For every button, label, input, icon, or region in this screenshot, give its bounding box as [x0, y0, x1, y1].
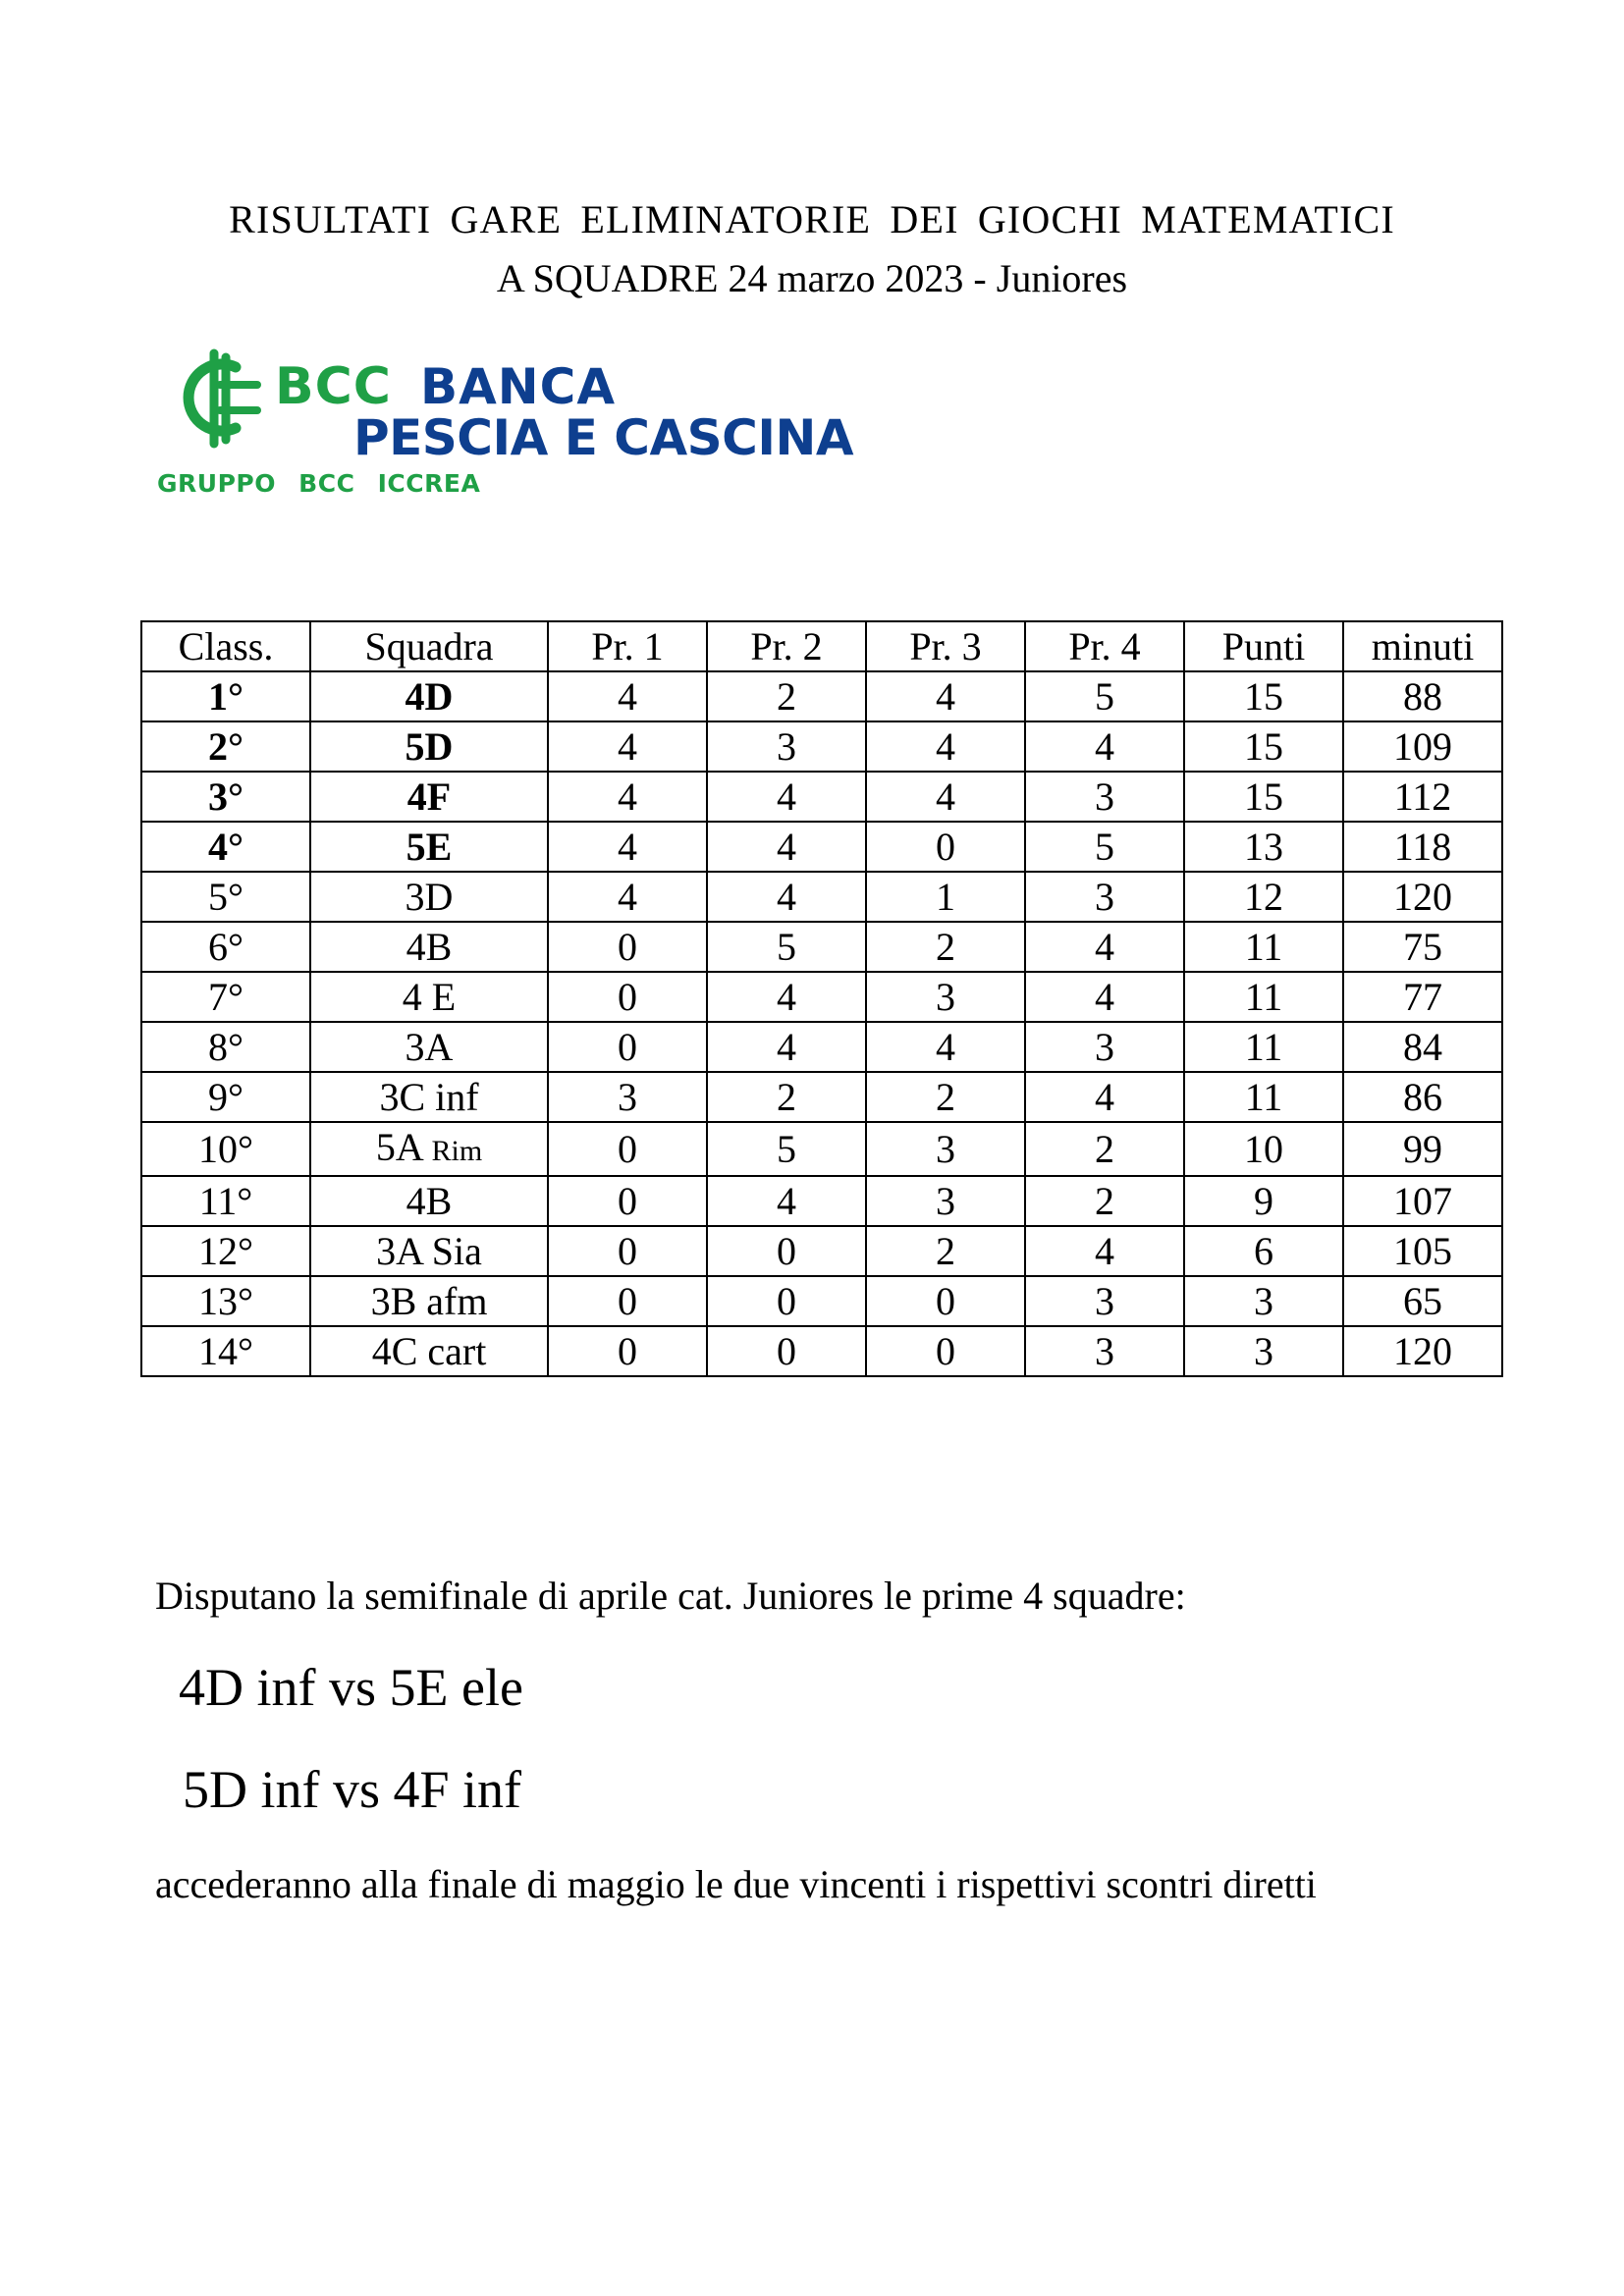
col-header-pr1: Pr. 1 [548, 621, 707, 671]
cell-pr3-text: 3 [936, 1127, 955, 1171]
cell-class-text: 10° [198, 1127, 253, 1171]
cell-team [310, 1176, 548, 1226]
title-line-2: A SQUADRE 24 marzo 2023 - Juniores [496, 256, 1128, 300]
cell-minuti-text: 75 [1403, 925, 1442, 969]
cell-pr3-text: 2 [936, 1075, 955, 1119]
cell-pr3 [866, 872, 1025, 922]
bcc-mark-icon [175, 346, 273, 454]
cell-pr3 [866, 1226, 1025, 1276]
cell-pr1-text: 4 [618, 724, 637, 769]
cell-pr4 [1025, 1326, 1184, 1376]
cell-class [141, 872, 310, 922]
col-header-pr2: Pr. 2 [707, 621, 866, 671]
cell-minuti [1343, 721, 1502, 772]
cell-minuti-text: 105 [1393, 1229, 1452, 1273]
col-header-pr3: Pr. 3 [866, 621, 1025, 671]
cell-pr3-text: 0 [936, 1279, 955, 1323]
cell-pr3-text: 1 [936, 875, 955, 919]
cell-pr1 [548, 972, 707, 1022]
cell-team [310, 1022, 548, 1072]
cell-punti [1184, 1122, 1343, 1176]
cell-pr1-text: 0 [618, 1127, 637, 1171]
cell-minuti-text: 65 [1403, 1279, 1442, 1323]
cell-pr3-text: 4 [936, 774, 955, 819]
cell-pr4 [1025, 872, 1184, 922]
cell-pr2-text: 2 [777, 1075, 796, 1119]
cell-pr3-text: 0 [936, 1329, 955, 1373]
table-row [141, 1072, 1502, 1122]
cell-pr3 [866, 721, 1025, 772]
cell-pr4 [1025, 1276, 1184, 1326]
cell-team-text: 3D [405, 875, 454, 919]
cell-pr1 [548, 1122, 707, 1176]
cell-pr2 [707, 1276, 866, 1326]
cell-pr1-text: 0 [618, 1279, 637, 1323]
table-row [141, 772, 1502, 822]
cell-team [310, 772, 548, 822]
cell-team [310, 721, 548, 772]
cell-class [141, 1022, 310, 1072]
cell-minuti-text: 99 [1403, 1127, 1442, 1171]
cell-minuti-text: 109 [1393, 724, 1452, 769]
cell-pr1 [548, 772, 707, 822]
cell-pr1 [548, 721, 707, 772]
cell-pr3 [866, 822, 1025, 872]
cell-pr2-text: 4 [777, 975, 796, 1019]
cell-pr2 [707, 1226, 866, 1276]
cell-team-text: 5A [375, 1125, 422, 1169]
cell-pr4-text: 3 [1095, 1329, 1114, 1373]
cell-pr2-text: 4 [777, 774, 796, 819]
cell-punti-text: 15 [1244, 774, 1283, 819]
table-row [141, 1276, 1502, 1326]
cell-minuti-text: 107 [1393, 1179, 1452, 1223]
logo-name-line-1: BANCA [420, 358, 617, 415]
cell-punti [1184, 1226, 1343, 1276]
cell-team [310, 1326, 548, 1376]
cell-minuti [1343, 1072, 1502, 1122]
cell-pr4-text: 2 [1095, 1179, 1114, 1223]
cell-minuti [1343, 972, 1502, 1022]
table-row [141, 972, 1502, 1022]
cell-pr4 [1025, 772, 1184, 822]
cell-pr2-text: 0 [777, 1279, 796, 1323]
cell-pr1-text: 0 [618, 975, 637, 1019]
cell-punti-text: 11 [1244, 1025, 1283, 1069]
cell-pr2 [707, 872, 866, 922]
cell-team [310, 671, 548, 721]
table-row [141, 822, 1502, 872]
cell-pr3-text: 0 [936, 825, 955, 869]
results-table-body [141, 671, 1502, 1376]
cell-pr2 [707, 1122, 866, 1176]
cell-pr4-text: 5 [1095, 674, 1114, 719]
cell-pr3 [866, 972, 1025, 1022]
cell-class-text: 9° [208, 1075, 244, 1119]
cell-pr4 [1025, 1022, 1184, 1072]
cell-pr4 [1025, 671, 1184, 721]
logo-name-line-2: PESCIA E CASCINA [353, 409, 854, 466]
semifinal-match-2: 5D inf vs 4F inf [183, 1760, 522, 1819]
cell-minuti [1343, 1022, 1502, 1072]
cell-pr2 [707, 1176, 866, 1226]
cell-pr2-text: 4 [777, 1025, 796, 1069]
cell-class [141, 1326, 310, 1376]
cell-class-text: 13° [198, 1279, 253, 1323]
cell-pr2-text: 4 [777, 825, 796, 869]
cell-pr4 [1025, 1122, 1184, 1176]
cell-pr4-text: 4 [1095, 724, 1114, 769]
cell-punti [1184, 1326, 1343, 1376]
cell-pr2-text: 3 [777, 724, 796, 769]
table-row [141, 721, 1502, 772]
cell-class-text: 8° [208, 1025, 244, 1069]
cell-pr1-text: 4 [618, 825, 637, 869]
cell-punti-text: 3 [1254, 1279, 1273, 1323]
table-row [141, 872, 1502, 922]
cell-punti [1184, 1022, 1343, 1072]
cell-pr1 [548, 822, 707, 872]
cell-class [141, 972, 310, 1022]
cell-class-text: 2° [208, 724, 244, 769]
cell-pr1 [548, 1072, 707, 1122]
cell-class [141, 721, 310, 772]
cell-punti-text: 9 [1254, 1179, 1273, 1223]
cell-minuti [1343, 1326, 1502, 1376]
cell-minuti-text: 120 [1393, 1329, 1452, 1373]
cell-pr4-text: 4 [1095, 1075, 1114, 1119]
cell-pr4-text: 4 [1095, 975, 1114, 1019]
cell-team-text: 3A [405, 1025, 454, 1069]
cell-punti-text: 12 [1244, 875, 1283, 919]
col-header-punti: Punti [1184, 621, 1343, 671]
title-line-1: RISULTATI GARE ELIMINATORIE DEI GIOCHI MATEMATICI [229, 197, 1395, 241]
cell-pr2 [707, 922, 866, 972]
cell-minuti [1343, 1226, 1502, 1276]
cell-pr1 [548, 1276, 707, 1326]
cell-pr4-text: 2 [1095, 1127, 1114, 1171]
cell-pr2-text: 2 [777, 674, 796, 719]
cell-minuti [1343, 922, 1502, 972]
cell-punti-text: 10 [1244, 1127, 1283, 1171]
cell-class [141, 1176, 310, 1226]
cell-team-text: 4F [406, 774, 452, 819]
cell-team [310, 1072, 548, 1122]
cell-minuti [1343, 1122, 1502, 1176]
cell-punti [1184, 1276, 1343, 1326]
cell-minuti [1343, 1176, 1502, 1226]
cell-pr1 [548, 1326, 707, 1376]
cell-pr4-text: 3 [1095, 1279, 1114, 1323]
table-header-row [141, 621, 1502, 671]
cell-pr1-text: 4 [618, 875, 637, 919]
cell-pr2-text: 5 [777, 925, 796, 969]
cell-pr4 [1025, 822, 1184, 872]
cell-pr1-text: 4 [618, 774, 637, 819]
cell-punti-text: 11 [1244, 1075, 1283, 1119]
cell-punti-text: 13 [1244, 825, 1283, 869]
cell-pr4-text: 5 [1095, 825, 1114, 869]
cell-pr3 [866, 922, 1025, 972]
cell-punti [1184, 972, 1343, 1022]
cell-pr2-text: 5 [777, 1127, 796, 1171]
cell-punti-text: 15 [1244, 674, 1283, 719]
cell-minuti-text: 86 [1403, 1075, 1442, 1119]
cell-pr4 [1025, 1226, 1184, 1276]
cell-class [141, 822, 310, 872]
results-table [140, 620, 1503, 1377]
cell-pr3 [866, 772, 1025, 822]
cell-pr2 [707, 822, 866, 872]
cell-class [141, 922, 310, 972]
cell-pr1 [548, 1176, 707, 1226]
cell-pr3 [866, 671, 1025, 721]
cell-team-suffix: Rim [431, 1135, 483, 1167]
bcc-logo [157, 342, 884, 505]
cell-class [141, 772, 310, 822]
cell-class-text: 12° [198, 1229, 253, 1273]
cell-class-text: 6° [208, 925, 244, 969]
cell-pr1 [548, 1022, 707, 1072]
cell-punti-text: 11 [1244, 975, 1283, 1019]
cell-pr2 [707, 772, 866, 822]
cell-team [310, 872, 548, 922]
cell-minuti [1343, 1276, 1502, 1326]
cell-pr4-text: 3 [1095, 1025, 1114, 1069]
cell-pr3 [866, 1276, 1025, 1326]
cell-minuti [1343, 671, 1502, 721]
cell-class [141, 671, 310, 721]
cell-pr3-text: 4 [936, 724, 955, 769]
cell-punti [1184, 922, 1343, 972]
cell-team-text: 3A Sia [376, 1229, 482, 1273]
cell-pr3 [866, 1122, 1025, 1176]
cell-pr4-text: 4 [1095, 1229, 1114, 1273]
cell-pr1-text: 0 [618, 1329, 637, 1373]
cell-punti-text: 15 [1244, 724, 1283, 769]
cell-team-text: 5E [406, 825, 453, 869]
cell-pr4 [1025, 922, 1184, 972]
cell-punti-text: 3 [1254, 1329, 1273, 1373]
cell-pr2-text: 0 [777, 1329, 796, 1373]
cell-pr2 [707, 1326, 866, 1376]
cell-class-text: 14° [198, 1329, 253, 1373]
cell-pr3-text: 4 [936, 674, 955, 719]
col-header-class: Class. [141, 621, 310, 671]
cell-pr3-text: 2 [936, 925, 955, 969]
cell-minuti-text: 84 [1403, 1025, 1442, 1069]
cell-pr4 [1025, 1072, 1184, 1122]
cell-pr1-text: 0 [618, 925, 637, 969]
cell-pr4-text: 4 [1095, 925, 1114, 969]
cell-class [141, 1122, 310, 1176]
col-header-pr4: Pr. 4 [1025, 621, 1184, 671]
cell-pr1-text: 4 [618, 674, 637, 719]
logo-group-text: GRUPPO BCC ICCREA [157, 469, 481, 498]
cell-punti [1184, 872, 1343, 922]
col-header-minuti: minuti [1343, 621, 1502, 671]
cell-punti [1184, 671, 1343, 721]
cell-class [141, 1276, 310, 1326]
final-note: accederanno alla finale di maggio le due vincenti i rispettivi scontri diretti [155, 1862, 1317, 1906]
cell-team [310, 1226, 548, 1276]
cell-class-text: 4° [208, 825, 244, 869]
cell-punti [1184, 822, 1343, 872]
cell-pr1-text: 0 [618, 1179, 637, 1223]
cell-team [310, 822, 548, 872]
cell-pr3 [866, 1072, 1025, 1122]
cell-pr3-text: 2 [936, 1229, 955, 1273]
cell-pr3-text: 4 [936, 1025, 955, 1069]
cell-pr1 [548, 1226, 707, 1276]
cell-pr2 [707, 671, 866, 721]
cell-pr4 [1025, 972, 1184, 1022]
cell-class [141, 1226, 310, 1276]
cell-class-text: 3° [208, 774, 244, 819]
col-header-team: Squadra [310, 621, 548, 671]
cell-minuti [1343, 872, 1502, 922]
cell-team [310, 1276, 548, 1326]
table-row [141, 1022, 1502, 1072]
cell-punti [1184, 721, 1343, 772]
cell-minuti-text: 120 [1393, 875, 1452, 919]
table-row [141, 1226, 1502, 1276]
semifinal-intro: Disputano la semifinale di aprile cat. Juniores le prime 4 squadre: [155, 1574, 1186, 1618]
cell-minuti-text: 112 [1393, 774, 1452, 819]
cell-team-text: 4B [406, 1179, 453, 1223]
cell-team [310, 1122, 548, 1176]
cell-team-text: 4B [406, 925, 453, 969]
cell-pr4-text: 3 [1095, 875, 1114, 919]
cell-punti [1184, 1072, 1343, 1122]
cell-pr2 [707, 1072, 866, 1122]
cell-pr2-text: 0 [777, 1229, 796, 1273]
cell-pr2 [707, 1022, 866, 1072]
cell-class-text: 1° [208, 674, 244, 719]
cell-team [310, 972, 548, 1022]
cell-pr1-text: 3 [618, 1075, 637, 1119]
cell-pr4 [1025, 721, 1184, 772]
cell-punti [1184, 1176, 1343, 1226]
cell-minuti-text: 88 [1403, 674, 1442, 719]
cell-minuti-text: 118 [1393, 825, 1452, 869]
table-row [141, 1176, 1502, 1226]
cell-pr2-text: 4 [777, 875, 796, 919]
cell-minuti [1343, 822, 1502, 872]
cell-pr3 [866, 1326, 1025, 1376]
cell-minuti [1343, 772, 1502, 822]
table-row [141, 1122, 1502, 1176]
cell-punti-text: 11 [1244, 925, 1283, 969]
cell-pr3 [866, 1176, 1025, 1226]
cell-pr1 [548, 872, 707, 922]
cell-pr1-text: 0 [618, 1229, 637, 1273]
cell-pr4 [1025, 1176, 1184, 1226]
cell-punti-text: 6 [1254, 1229, 1273, 1273]
cell-pr2-text: 4 [777, 1179, 796, 1223]
semifinal-match-1: 4D inf vs 5E ele [179, 1658, 523, 1717]
table-row [141, 1326, 1502, 1376]
table-row [141, 671, 1502, 721]
cell-minuti-text: 77 [1403, 975, 1442, 1019]
cell-class-text: 11° [198, 1179, 253, 1223]
cell-team-text: 4D [405, 674, 454, 719]
cell-pr1-text: 0 [618, 1025, 637, 1069]
logo-bcc-text: BCC [275, 357, 392, 416]
cell-punti [1184, 772, 1343, 822]
cell-team-text: 4C cart [371, 1329, 487, 1373]
cell-pr1 [548, 922, 707, 972]
cell-class-text: 7° [208, 975, 244, 1019]
cell-team-text: 4 E [402, 975, 457, 1019]
table-row [141, 922, 1502, 972]
cell-team-text: 3C inf [379, 1075, 479, 1119]
cell-pr2 [707, 721, 866, 772]
cell-class-text: 5° [208, 875, 244, 919]
cell-pr1 [548, 671, 707, 721]
cell-pr3-text: 3 [936, 1179, 955, 1223]
cell-team [310, 922, 548, 972]
cell-pr4-text: 3 [1095, 774, 1114, 819]
cell-pr3 [866, 1022, 1025, 1072]
cell-class [141, 1072, 310, 1122]
cell-team-text: 3B afm [370, 1279, 488, 1323]
cell-team-text: 5D [405, 724, 454, 769]
cell-pr2 [707, 972, 866, 1022]
cell-pr3-text: 3 [936, 975, 955, 1019]
